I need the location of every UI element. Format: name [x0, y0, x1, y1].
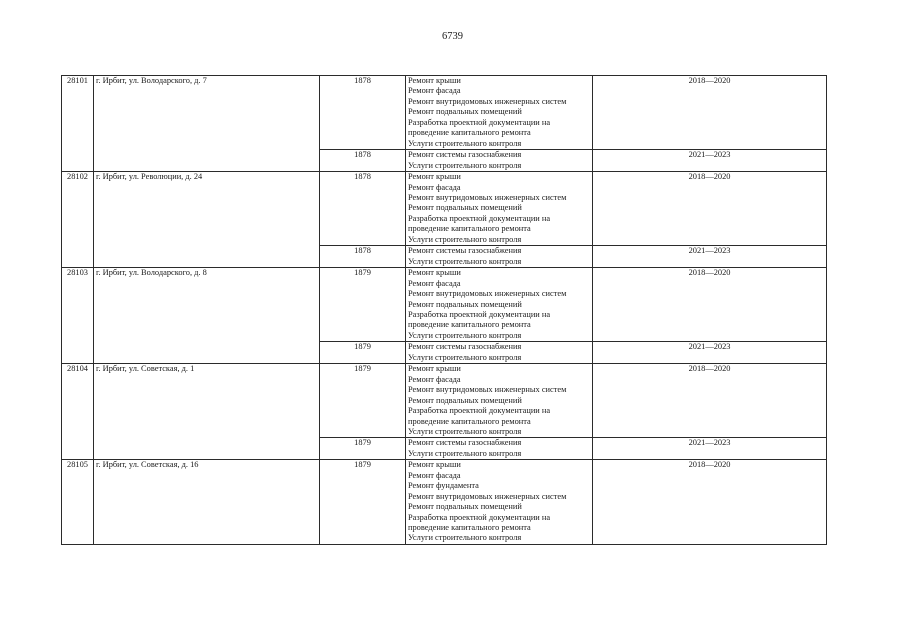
work-item: Ремонт системы газоснабжения [408, 246, 522, 256]
record-number: 28101 [62, 76, 94, 172]
works-list [406, 246, 593, 268]
work-item: Разработка проектной документации на [408, 512, 551, 522]
repair-period: 2018—2020 [593, 460, 827, 545]
capital-repair-table [61, 75, 827, 545]
work-item: Ремонт фасада [408, 86, 461, 96]
commissioning-year: 1878 [320, 76, 406, 150]
work-item: Ремонт системы газоснабжения [408, 342, 522, 352]
table-row [62, 364, 827, 438]
table-row [62, 268, 827, 342]
work-item: проведение капитального ремонта [408, 224, 531, 234]
works-list [406, 364, 593, 438]
work-item: Ремонт внутридомовых инженерных систем [408, 289, 567, 299]
repair-period: 2021—2023 [593, 150, 827, 172]
commissioning-year: 1879 [320, 438, 406, 460]
commissioning-year: 1879 [320, 268, 406, 342]
table-row [62, 172, 827, 246]
table-row [62, 76, 827, 150]
works-list [406, 268, 593, 342]
work-item: Ремонт внутридомовых инженерных систем [408, 96, 567, 106]
work-item: Ремонт подвальных помещений [408, 299, 522, 309]
repair-period: 2018—2020 [593, 268, 827, 342]
record-address: г. Ирбит, ул. Володарского, д. 8 [94, 268, 320, 364]
table-row [62, 460, 827, 545]
record-number: 28104 [62, 364, 94, 460]
commissioning-year: 1879 [320, 460, 406, 545]
work-item: Ремонт фасада [408, 278, 461, 288]
work-item: Ремонт крыши [408, 460, 461, 470]
work-item: Разработка проектной документации на [408, 117, 551, 127]
repair-period: 2018—2020 [593, 76, 827, 150]
record-number: 28103 [62, 268, 94, 364]
work-item: проведение капитального ремонта [408, 128, 531, 138]
work-item: Услуги строительного контроля [408, 160, 522, 170]
repair-period: 2018—2020 [593, 172, 827, 246]
works-list [406, 76, 593, 150]
work-item: Ремонт внутридомовых инженерных систем [408, 491, 567, 501]
repair-period: 2021—2023 [593, 246, 827, 268]
works-list [406, 460, 593, 545]
work-item: Ремонт внутридомовых инженерных систем [408, 385, 567, 395]
work-item: Ремонт системы газоснабжения [408, 150, 522, 160]
record-address: г. Ирбит, ул. Революции, д. 24 [94, 172, 320, 268]
record-number: 28102 [62, 172, 94, 268]
page-number: 6739 [442, 31, 463, 42]
work-item: Услуги строительного контроля [408, 330, 522, 340]
work-item: Ремонт крыши [408, 76, 461, 85]
work-item: Ремонт подвальных помещений [408, 395, 522, 405]
commissioning-year: 1878 [320, 150, 406, 172]
work-item: Ремонт крыши [408, 268, 461, 278]
work-item: Ремонт крыши [408, 364, 461, 374]
work-item: Ремонт фасада [408, 470, 461, 480]
work-item: Ремонт крыши [408, 172, 461, 182]
work-item: Услуги строительного контроля [408, 234, 522, 244]
work-item: Разработка проектной документации на [408, 406, 551, 416]
work-item: Услуги строительного контроля [408, 352, 522, 362]
work-item: проведение капитального ремонта [408, 523, 531, 533]
works-list [406, 438, 593, 460]
work-item: Услуги строительного контроля [408, 426, 522, 436]
repair-period: 2018—2020 [593, 364, 827, 438]
record-address: г. Ирбит, ул. Советская, д. 16 [94, 460, 320, 545]
work-item: Услуги строительного контроля [408, 448, 522, 458]
record-address: г. Ирбит, ул. Володарского, д. 7 [94, 76, 320, 172]
commissioning-year: 1879 [320, 342, 406, 364]
work-item: Разработка проектной документации на [408, 309, 551, 319]
works-list [406, 342, 593, 364]
work-item: Ремонт подвальных помещений [408, 502, 522, 512]
work-item: Ремонт фасада [408, 374, 461, 384]
work-item: Услуги строительного контроля [408, 256, 522, 266]
work-item: проведение капитального ремонта [408, 320, 531, 330]
work-item: Ремонт подвальных помещений [408, 107, 522, 117]
works-list [406, 150, 593, 172]
record-number: 28105 [62, 460, 94, 545]
commissioning-year: 1878 [320, 246, 406, 268]
work-item: Ремонт внутридомовых инженерных систем [408, 192, 567, 202]
record-address: г. Ирбит, ул. Советская, д. 1 [94, 364, 320, 460]
work-item: Ремонт системы газоснабжения [408, 438, 522, 448]
work-item: Услуги строительного контроля [408, 533, 522, 543]
repair-period: 2021—2023 [593, 438, 827, 460]
work-item: Ремонт подвальных помещений [408, 203, 522, 213]
works-list [406, 172, 593, 246]
work-item: Ремонт фундамента [408, 481, 479, 491]
work-item: Ремонт фасада [408, 182, 461, 192]
table-body [62, 76, 827, 545]
work-item: Разработка проектной документации на [408, 213, 551, 223]
commissioning-year: 1878 [320, 172, 406, 246]
repair-period: 2021—2023 [593, 342, 827, 364]
work-item: Услуги строительного контроля [408, 138, 522, 148]
work-item: проведение капитального ремонта [408, 416, 531, 426]
commissioning-year: 1879 [320, 364, 406, 438]
